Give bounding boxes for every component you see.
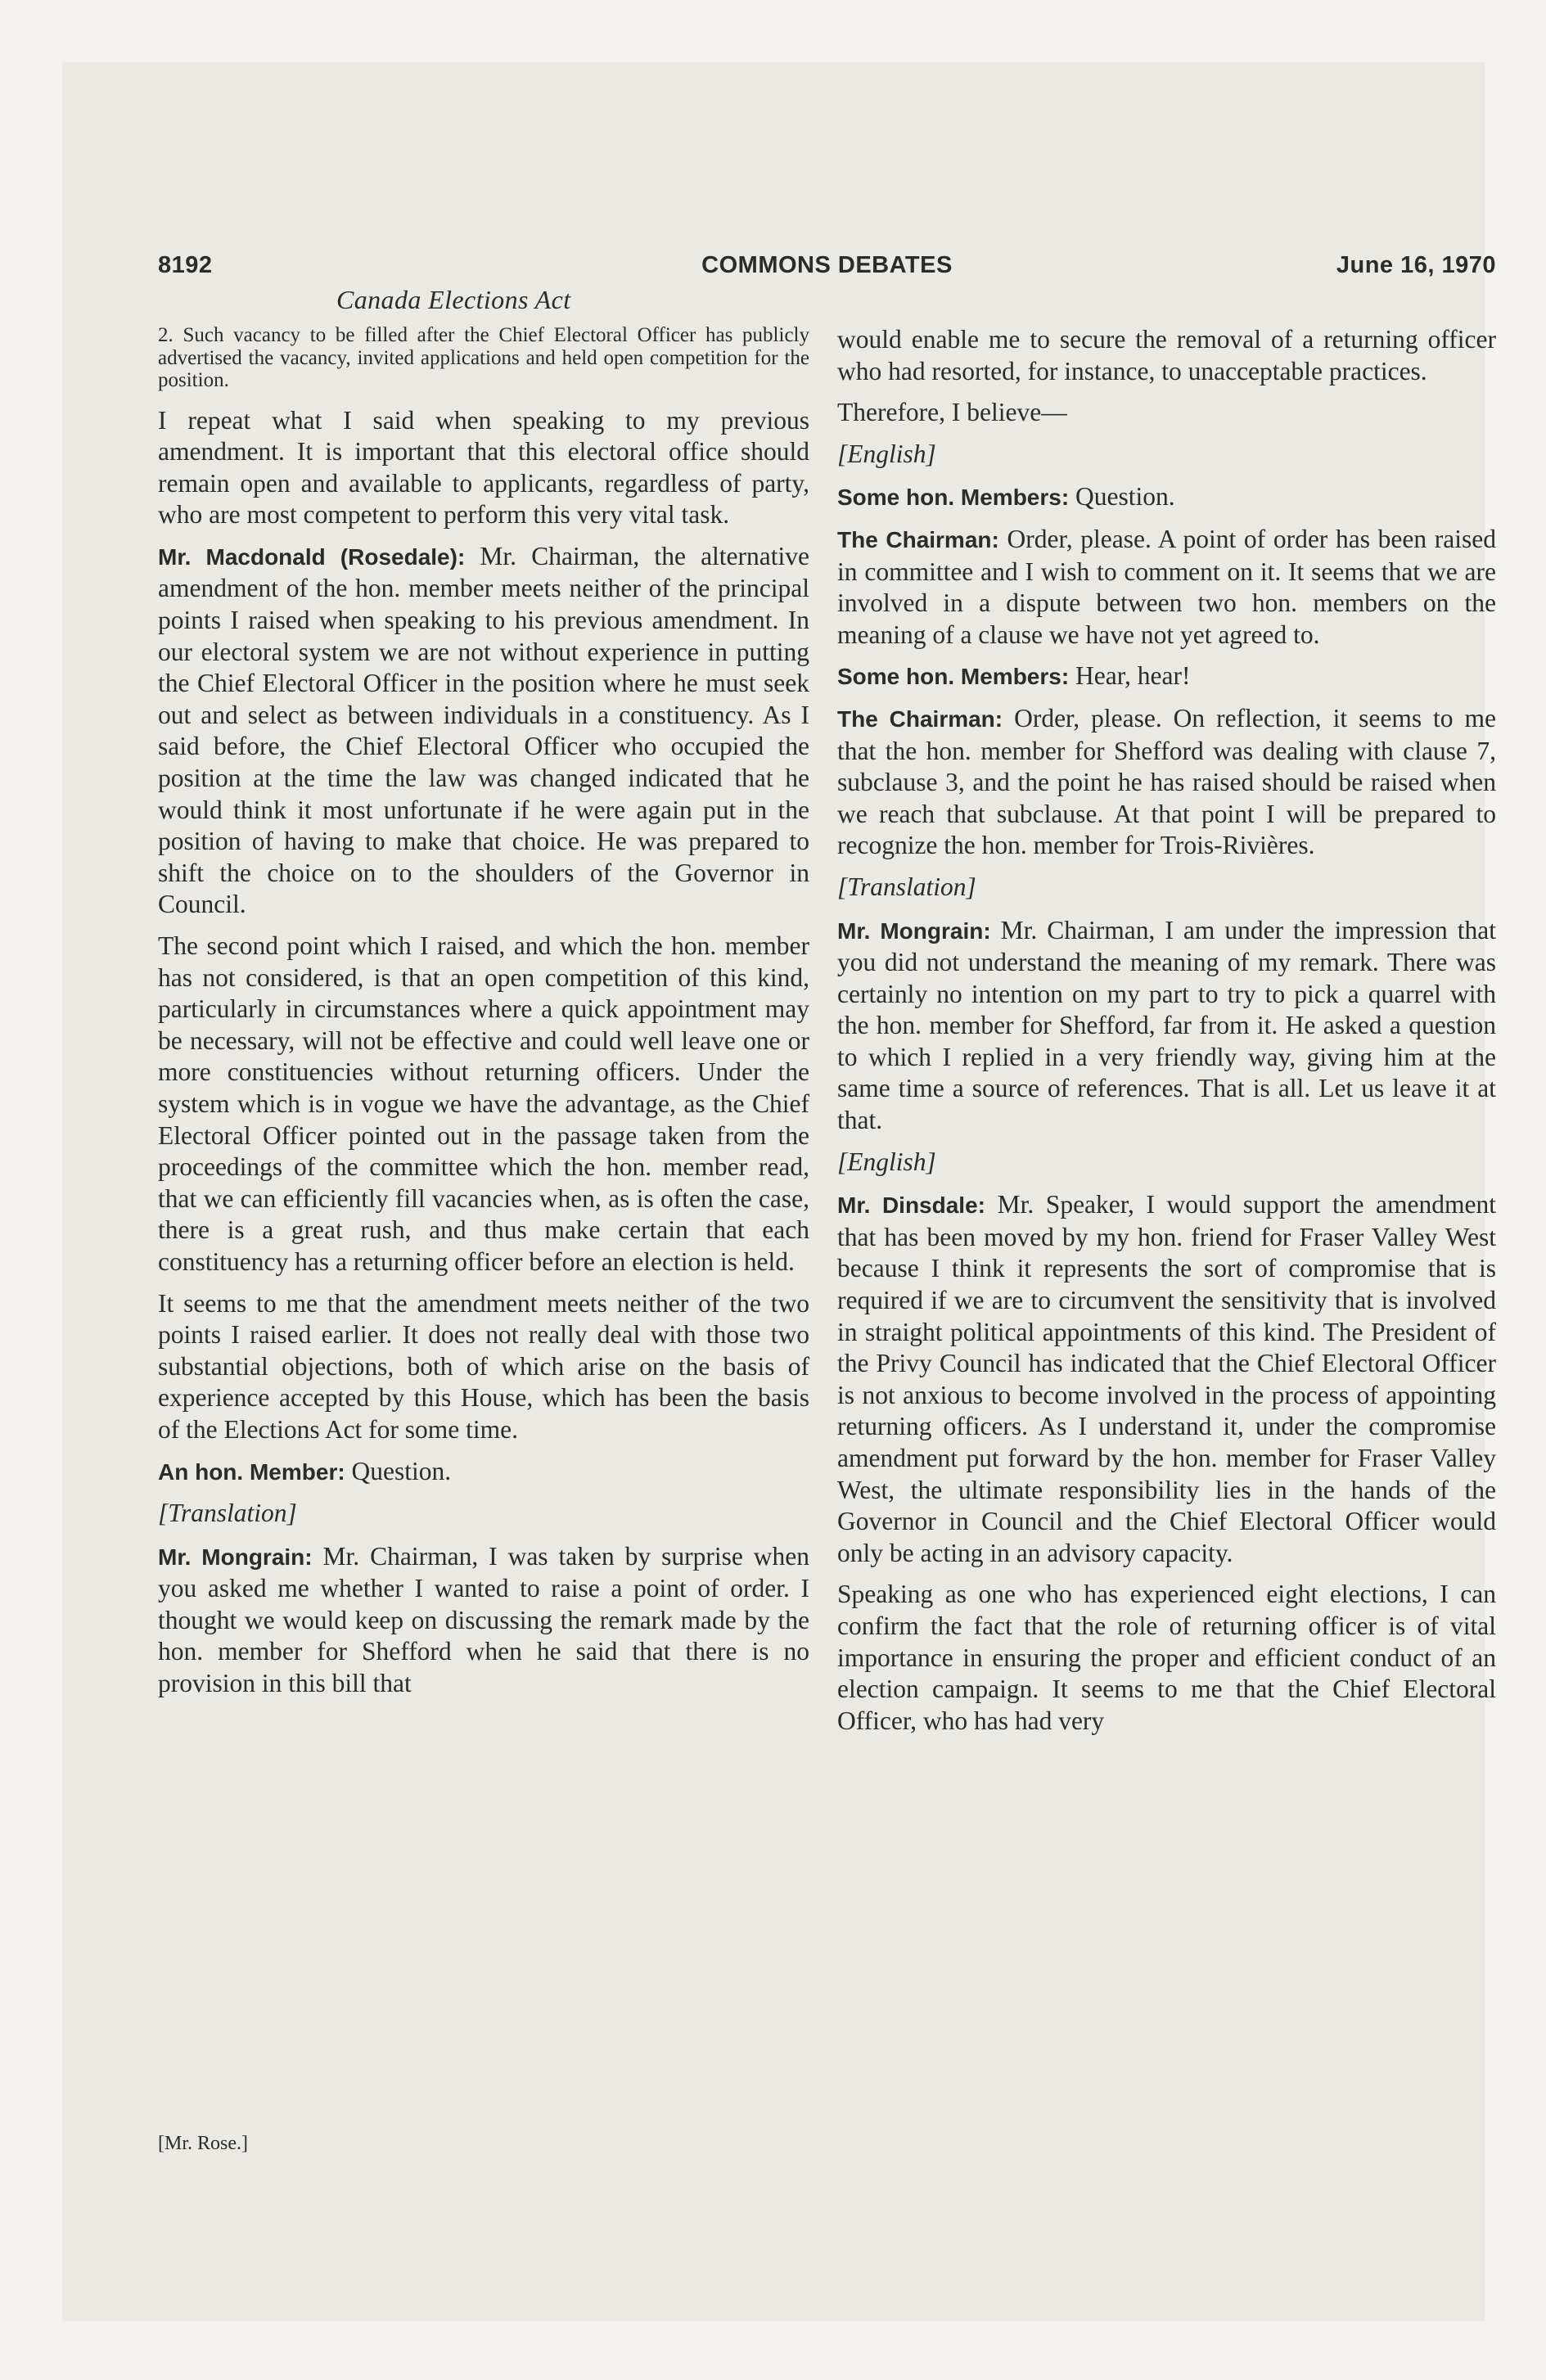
- speech-text: Order, please. On reflection, it seems to me that the hon. member for Shefford was dealing with clause 7, subclause 3, and the point he has raised should be raised when we reach that subclause. At that point I will be prepared to recognize the hon. member for Trois-Rivières.: [837, 703, 1496, 860]
- paragraph: Therefore, I believe—: [837, 398, 1067, 427]
- paragraph: The second point which I raised, and which the hon. member has not considered, is that an open competition of this kind, particularly in circumstances where a quick appointment may be necessary, will not be effective and could well leave one or more constituencies without returning officers. Under the system which is in vogue we have the advantage, as the Chief Electoral Officer pointed out in the passage taken from the proceedings of the committee which the hon. member read, that we can efficiently fill vacancies when, as is often the case, there is a great rush, and thus make certain that each constituency has a returning officer before an election is held.: [158, 931, 809, 1276]
- speech-text: Question.: [345, 1456, 452, 1485]
- speaker-name: Some hon. Members:: [837, 664, 1070, 690]
- left-column: [158, 324, 809, 1710]
- speaker-name: Some hon. Members:: [837, 485, 1070, 511]
- amendment-clause: 2. Such vacancy to be filled after the Chief Electoral Officer has publicly advertised the vacancy, invited applications and held open competition for the position.: [158, 324, 809, 391]
- page-footer: [Mr. Rose.]: [158, 2133, 248, 2154]
- page-number: 8192: [158, 252, 213, 278]
- speaker-name: Mr. Mongrain:: [158, 1544, 313, 1570]
- speaker-name: Mr. Mongrain:: [837, 917, 991, 944]
- publication-title: COMMONS DEBATES: [701, 252, 953, 278]
- speech-text: Hear, hear!: [1069, 661, 1191, 691]
- speech: [837, 1189, 1496, 1569]
- speech: [158, 1541, 809, 1700]
- speaker-name: The Chairman:: [837, 526, 999, 552]
- speech: [158, 1456, 809, 1489]
- speech-text: Mr. Chairman, I am under the impression that you did not understand the meaning of my remark. There was certainly no intention on my part to try to pick a quarrel with the hon. member for Shefford, far from it. He asked a question to which I replied in a very friendly way, giving him at the same time a source of references. That is all. Let us leave it at that.: [837, 915, 1496, 1135]
- speaker-name: Mr. Dinsdale:: [837, 1192, 985, 1219]
- speech-text: Mr. Chairman, I was taken by surprise when you asked me whether I wanted to raise a point of order. I thought we would keep on discussing the remark made by the hon. member for Shefford when he said that there is no provision in this bill that: [158, 1541, 809, 1698]
- paragraph: It seems to me that the amendment meets neither of the two points I raised earlier. It does not really deal with those two substantial objections, both of which arise on the basis of experience accepted by this House, which has been the basis of the Elections Act for some time.: [158, 1288, 809, 1444]
- language-marker: [English]: [837, 1147, 936, 1176]
- publication-date: June 16, 1970: [1336, 252, 1496, 278]
- speech: [158, 541, 809, 921]
- speech-text: Mr. Speaker, I would support the amendment that has been moved by my hon. friend for Fraser Valley West because I think it represents the sort of compromise that is required if we are to circumvent the sensitivity that is involved in straight political appointments of this kind. The President of the Privy Council has indicated that the Chief Electoral Officer is not anxious to become involved in the process of appointing returning officers. As I understand it, under the compromise amendment put forward by the hon. member for Fraser Valley West, the ultimate responsibility lies in the hands of the Governor in Council and the Chief Electoral Officer would only be acting in an advisory capacity.: [837, 1190, 1496, 1567]
- right-column: [837, 324, 1496, 1747]
- speech: [837, 915, 1496, 1137]
- speech: [837, 703, 1496, 862]
- speaker-name: Mr. Macdonald (Rosedale):: [158, 543, 466, 570]
- document-page: [158, 252, 1497, 2154]
- language-marker: [Translation]: [158, 1499, 297, 1528]
- speaker-name: The Chairman:: [837, 705, 1003, 732]
- paragraph: would enable me to secure the removal of a returning officer who had resorted, for instance, to unacceptable practices.: [837, 325, 1496, 385]
- speech: [837, 524, 1496, 651]
- speech-text: Question.: [1069, 482, 1175, 512]
- paragraph: Speaking as one who has experienced eight elections, I can confirm the fact that the role of returning officer is of vital importance in ensuring the proper and efficient conduct of an election campaign. It seems to me that the Chief Electoral Officer, who has had very: [837, 1580, 1496, 1735]
- language-marker: [Translation]: [837, 872, 976, 901]
- speech-text: Order, please. A point of order has been raised in committee and I wish to comment on it. It seems that we are involved in a dispute between two hon. members on the meaning of a clause we have not yet agreed to.: [837, 524, 1497, 649]
- scanned-sheet: [62, 62, 1497, 2321]
- speech: [837, 660, 1496, 693]
- speech: [837, 481, 1496, 514]
- page-header: [158, 252, 1496, 285]
- language-marker: [English]: [837, 439, 936, 468]
- running-subheader: Canada Elections Act: [336, 285, 571, 314]
- paragraph: I repeat what I said when speaking to my previous amendment. It is important that this electoral office should remain open and available to applicants, regardless of party, who are most competent to perform this very vital task.: [158, 405, 809, 530]
- speaker-name: An hon. Member:: [158, 1458, 345, 1485]
- speech-text: Mr. Chairman, the alternative amendment of the hon. member meets neither of the principal points I raised when speaking to his previous amendment. In our electoral system we are not without experience in putting the Chief Electoral Officer in the position where he must seek out and select as between individuals in a constituency. As I said before, the Chief Electoral Officer who occupied the position at the time the law was changed indicated that he would think it most unfortunate if he were again put in the position of having to make that choice. He was prepared to shift the choice on to the shoulders of the Governor in Council.: [158, 541, 809, 919]
